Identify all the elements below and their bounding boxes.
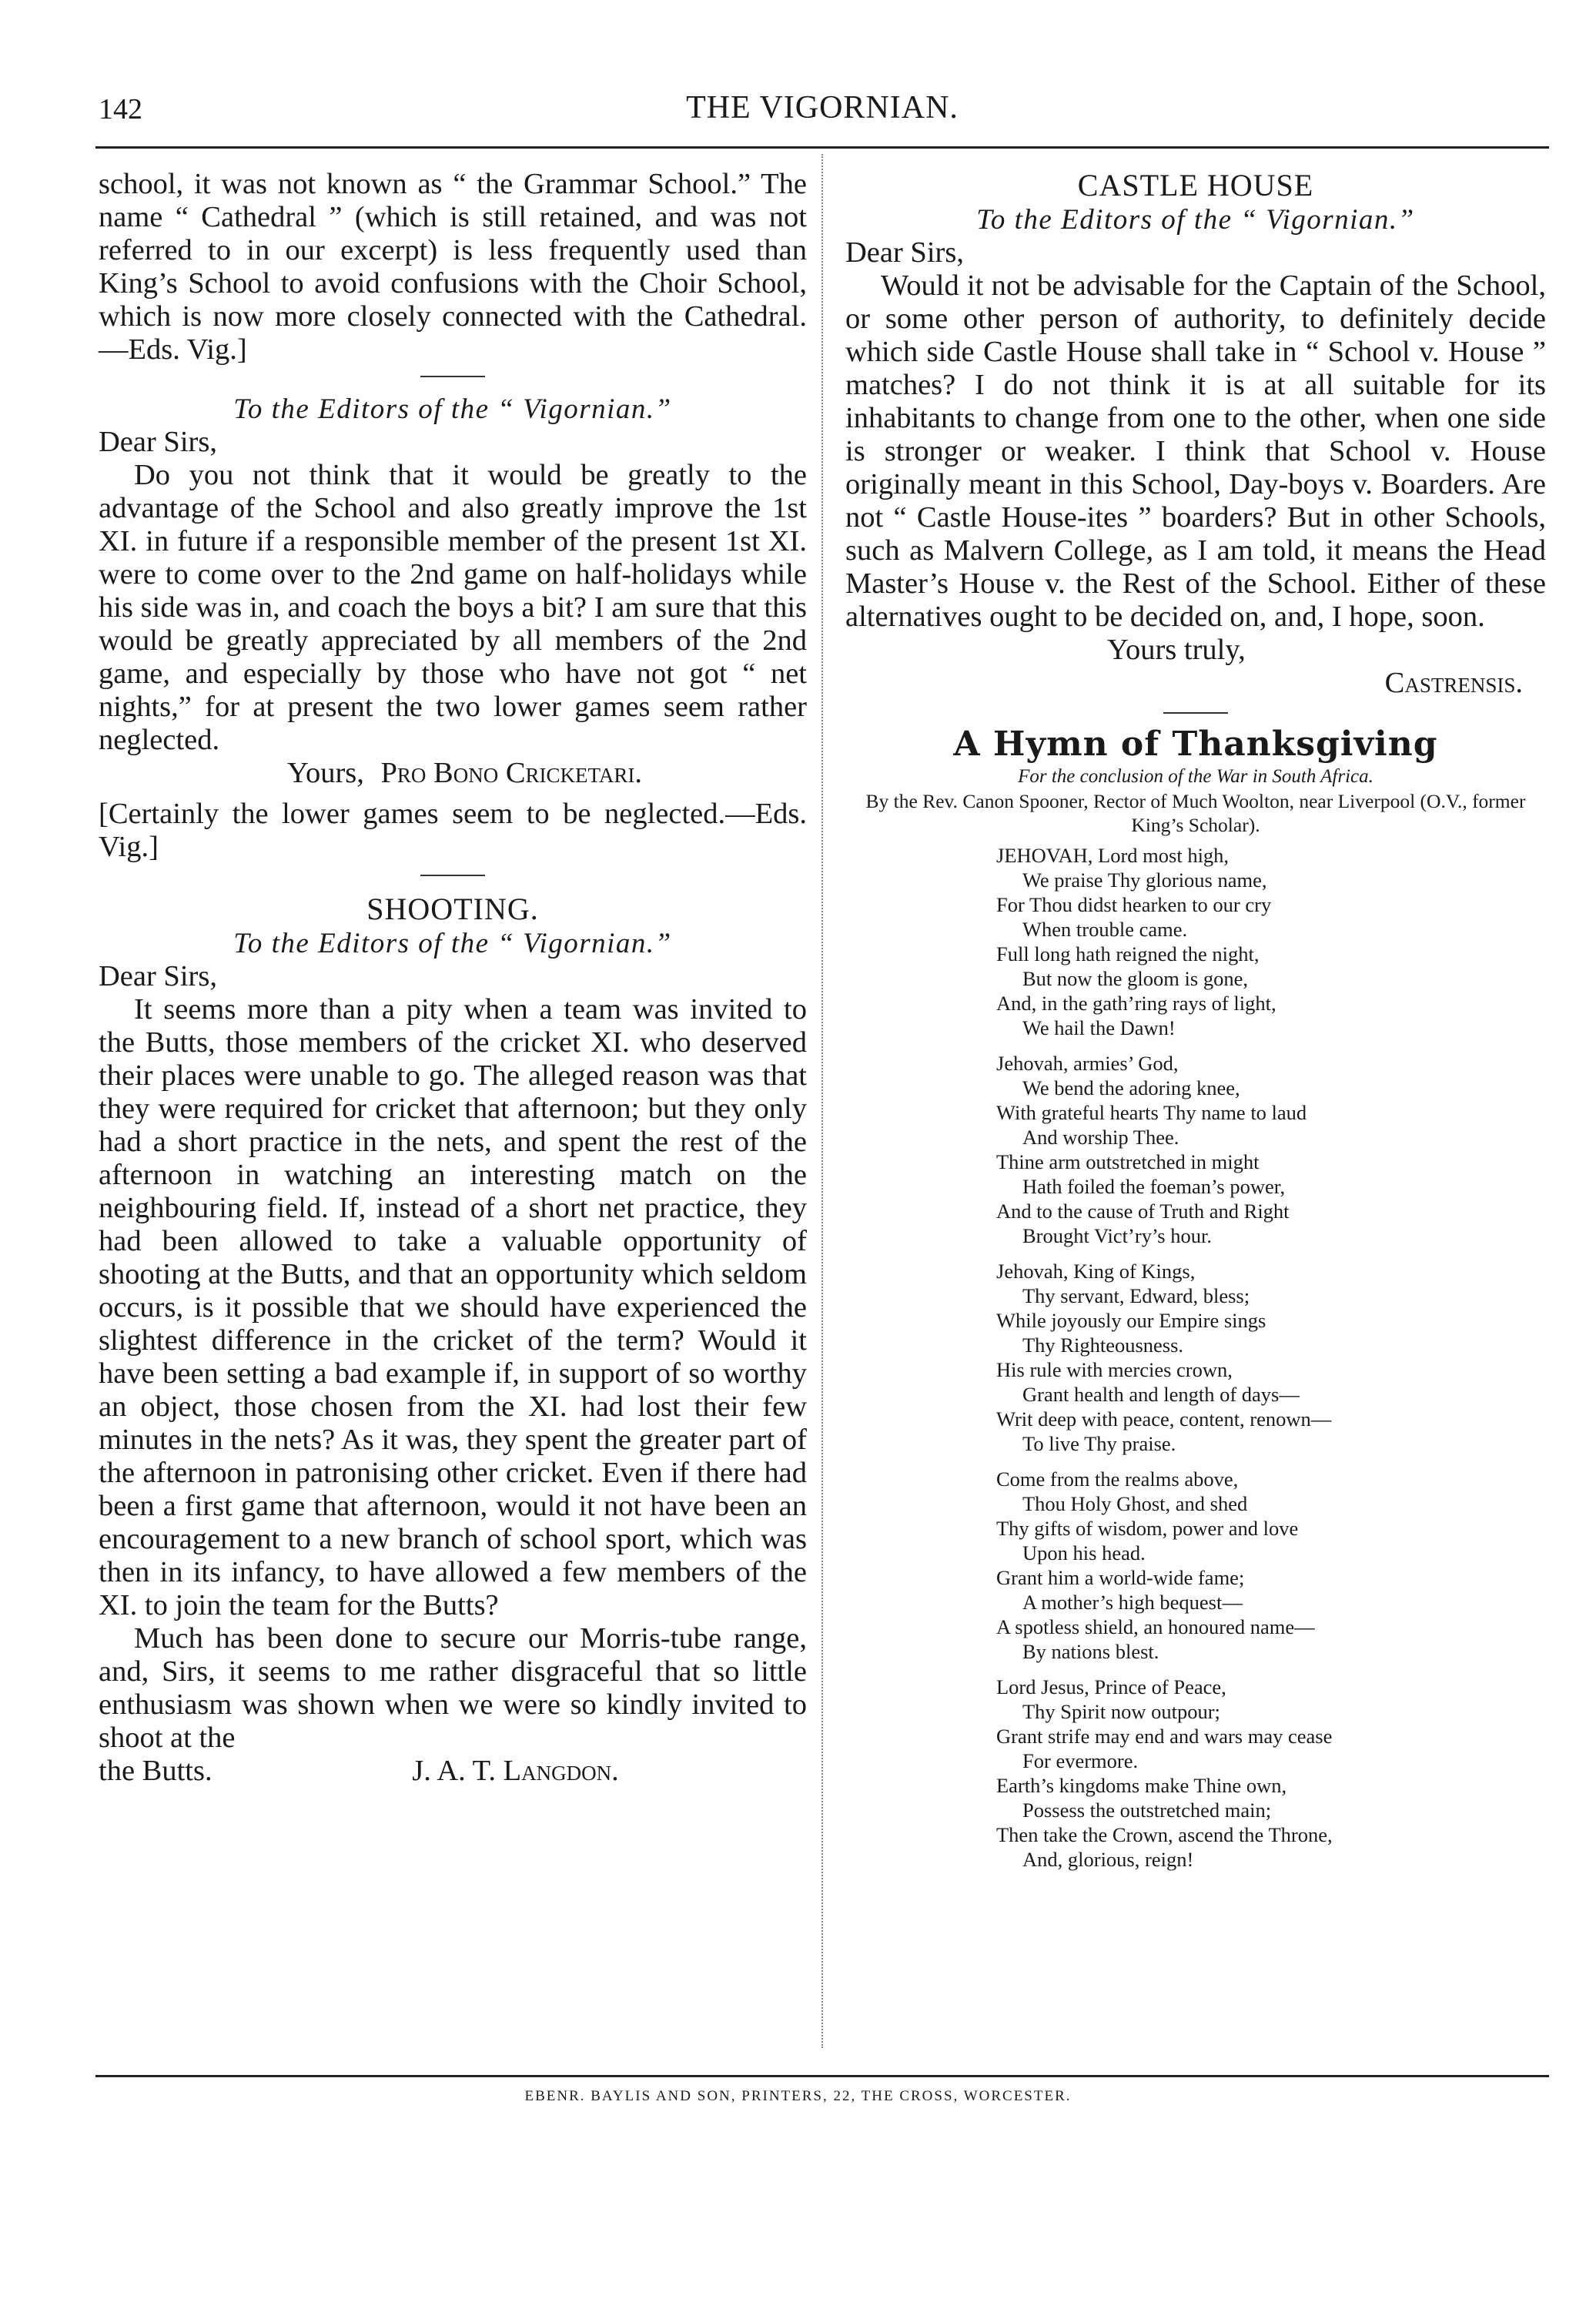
letter-salutation: Dear Sirs, [99,426,217,458]
letter-to-editors: To the Editors of the “ Vigornian.” [233,393,672,425]
verse-line: A mother’s high bequest— [1022,1591,1243,1614]
verse-line: His rule with mercies crown, [996,1358,1233,1381]
verse-line: But now the gloom is gone, [1022,967,1248,990]
left-column [99,168,807,1788]
verse-line: Thy gifts of wisdom, power and love [996,1517,1299,1540]
verse-line: We hail the Dawn! [1022,1016,1176,1039]
verse-line: Jehovah, armies’ God, [996,1052,1179,1075]
verse-line: Thy servant, Edward, bless; [1022,1284,1250,1307]
castle-body: Would it not be advisable for the Captain of the School, or some other person of authority, to definitely decide which side Castle House shall take in “ School v. House ” matches? I do not think it is at all suitable for its inhabitants to change from one to the other, when one side is stronger or weaker. I think that School v. House originally meant in this School, Day-boys v. Boarders. Are not “ Castle House-ites ” boarders? But in other Schools, such as Malvern College, as I am told, it means the Head Master’s House v. the Rest of the School. Either of these alternatives ought to be decided on, and, I hope, soon. [845,269,1546,633]
verse-line: Earth’s kingdoms make Thine own, [996,1774,1287,1797]
verse-line: Then take the Crown, ascend the Throne, [996,1823,1333,1846]
verse-line: To live Thy praise. [1022,1432,1176,1455]
footer-rule [95,2075,1549,2077]
verse-line: Possess the outstretched main; [1022,1799,1272,1822]
hymn-verse [996,1675,1546,1872]
hymn-verse [996,1259,1546,1456]
castle-salutation: Dear Sirs, [845,236,964,269]
verse-line: Come from the realms above, [996,1467,1239,1491]
verse-line: We bend the adoring knee, [1022,1076,1240,1099]
verse-line: While joyously our Empire sings [996,1309,1266,1332]
column-divider [821,154,823,2048]
verse-line: Grant strife may end and wars may cease [996,1725,1333,1748]
castle-signoff: Yours truly, [1107,634,1246,666]
verse-line: Thy Righteousness. [1022,1334,1184,1357]
right-column [845,168,1546,1882]
verse-line: And, in the gath’ring rays of light, [996,992,1276,1015]
verse-line: Brought Vict’ry’s hour. [1022,1224,1212,1247]
header-rule [95,146,1549,149]
verse-line: Writ deep with peace, content, renown— [996,1407,1332,1431]
hymn-verse [996,1051,1546,1248]
verse-line: Thy Spirit now outpour; [1022,1700,1220,1723]
continuation-text: school, it was not known as “ the Grammar School.” The name “ Cathedral ” (which is still retained, and was not referred to in our excerpt) is less frequently used than King’s School to avoid confusions with the Choir School, which is now more closely connected with the Cathedral.—Eds. Vig.] [99,168,807,366]
letter-signoff-line [99,757,807,790]
verse-line: For evermore. [1022,1749,1139,1772]
verse-line: Thine arm outstretched in might [996,1150,1260,1173]
section-rule [420,376,485,377]
verse-line: Hath foiled the foeman’s power, [1022,1175,1286,1198]
verse-line: With grateful hearts Thy name to laud [996,1101,1307,1124]
letter-body: Do you not think that it would be greatly to the advantage of the School and also greatly improve the 1st XI. in future if a responsible member of the present 1st XI. were to come over to the 2nd game on half-holidays while his side was in, and coach the boys a bit? I am sure that this would be greatly appreciated by all members of the 2nd game, and especially by those who have not got “ net nights,” for at present the two lower games seem rather neglected. [99,459,807,756]
castle-heading: CASTLE HOUSE [1077,168,1314,202]
page-number: 142 [99,93,142,125]
verse-line: Jehovah, King of Kings, [996,1260,1196,1283]
printer-imprint: EBENR. BAYLIS AND SON, PRINTERS, 22, THE CROSS, WORCESTER. [524,2088,1072,2104]
castle-to-editors: To the Editors of the “ Vigornian.” [976,204,1415,236]
verse-line: By nations blest. [1022,1640,1159,1663]
shooting-to-editors: To the Editors of the “ Vigornian.” [233,928,672,959]
verse-line: Grant health and length of days— [1022,1383,1300,1406]
shooting-heading: SHOOTING. [366,892,539,926]
running-title: THE VIGORNIAN. [686,90,959,125]
verse-line: A spotless shield, an honoured name— [996,1615,1315,1638]
verse-line: And to the cause of Truth and Right [996,1200,1290,1223]
editor-note: [Certainly the lower games seem to be neglected.—Eds. Vig.] [99,798,807,863]
verse-line: Upon his head. [1022,1541,1146,1564]
shooting-body-2: Much has been done to secure our Morris-tube range, and, Sirs, it seems to me rather disgraceful that so little enthusiasm was shown when we were so kindly invited to shoot at the [99,1622,807,1754]
verse-line: Lord Jesus, Prince of Peace, [996,1675,1226,1698]
page-header [99,86,1546,132]
verse-line: Grant him a world-wide fame; [996,1566,1245,1589]
hymn-verse [996,843,1546,1040]
hymn-byline: By the Rev. Canon Spooner, Rector of Much Woolton, near Liverpool (O.V., former King’s Scholar). [865,790,1526,836]
verse-line: For Thou didst hearken to our cry [996,893,1272,916]
verse-line: Full long hath reigned the night, [996,942,1260,965]
section-rule [1163,712,1228,714]
hymn-subtitle: For the conclusion of the War in South Africa. [1018,766,1373,787]
shooting-body-1: It seems more than a pity when a team was invited to the Butts, those members of the cricket XI. who deserved their places were unable to go. The alleged reason was that they were required for cricket that afternoon; but they only had a short practice in the nets, and spent the rest of the afternoon in watching an interesting match on the neighbouring field. If, instead of a short net practice, they had been allowed to take a valuable opportunity of shooting at the Butts, and that an opportunity which seldom occurs, is it possible that we should have experienced the slightest difference in the cricket of the term? Would it have been setting a bad example if, in support of so worthy an object, those chosen from the XI. had lost their few minutes in the nets? As it was, they spent the greater part of the afternoon in patronising other cricket. Even if there had been a first game that afternoon, would it not have been an encouragement to a new branch of school sport, which was then in its infancy, to have allowed a few members of the XI. to join the team for the Butts? [99,993,807,1621]
shooting-salutation: Dear Sirs, [99,960,217,992]
shooting-last-line: the Butts. [99,1755,212,1787]
letter-signature: Pro Bono Cricketari. [380,757,642,789]
shooting-signature: J. A. T. Langdon. [412,1755,619,1787]
verse-line: When trouble came. [1022,918,1188,941]
letter-signoff: Yours, [287,757,364,789]
shooting-signature-line [99,1755,807,1788]
verse-line: And worship Thee. [1022,1126,1179,1149]
hymn-title: A Hymn of Thanksgiving [953,724,1438,764]
verse-line: JEHOVAH, Lord most high, [996,844,1230,867]
verse-line: Thou Holy Ghost, and shed [1022,1492,1248,1515]
hymn-verse [996,1467,1546,1664]
section-rule [420,875,485,876]
castle-signature: Castrensis. [1384,667,1523,699]
verse-line: We praise Thy glorious name, [1022,868,1267,892]
verse-line: And, glorious, reign! [1022,1848,1194,1871]
